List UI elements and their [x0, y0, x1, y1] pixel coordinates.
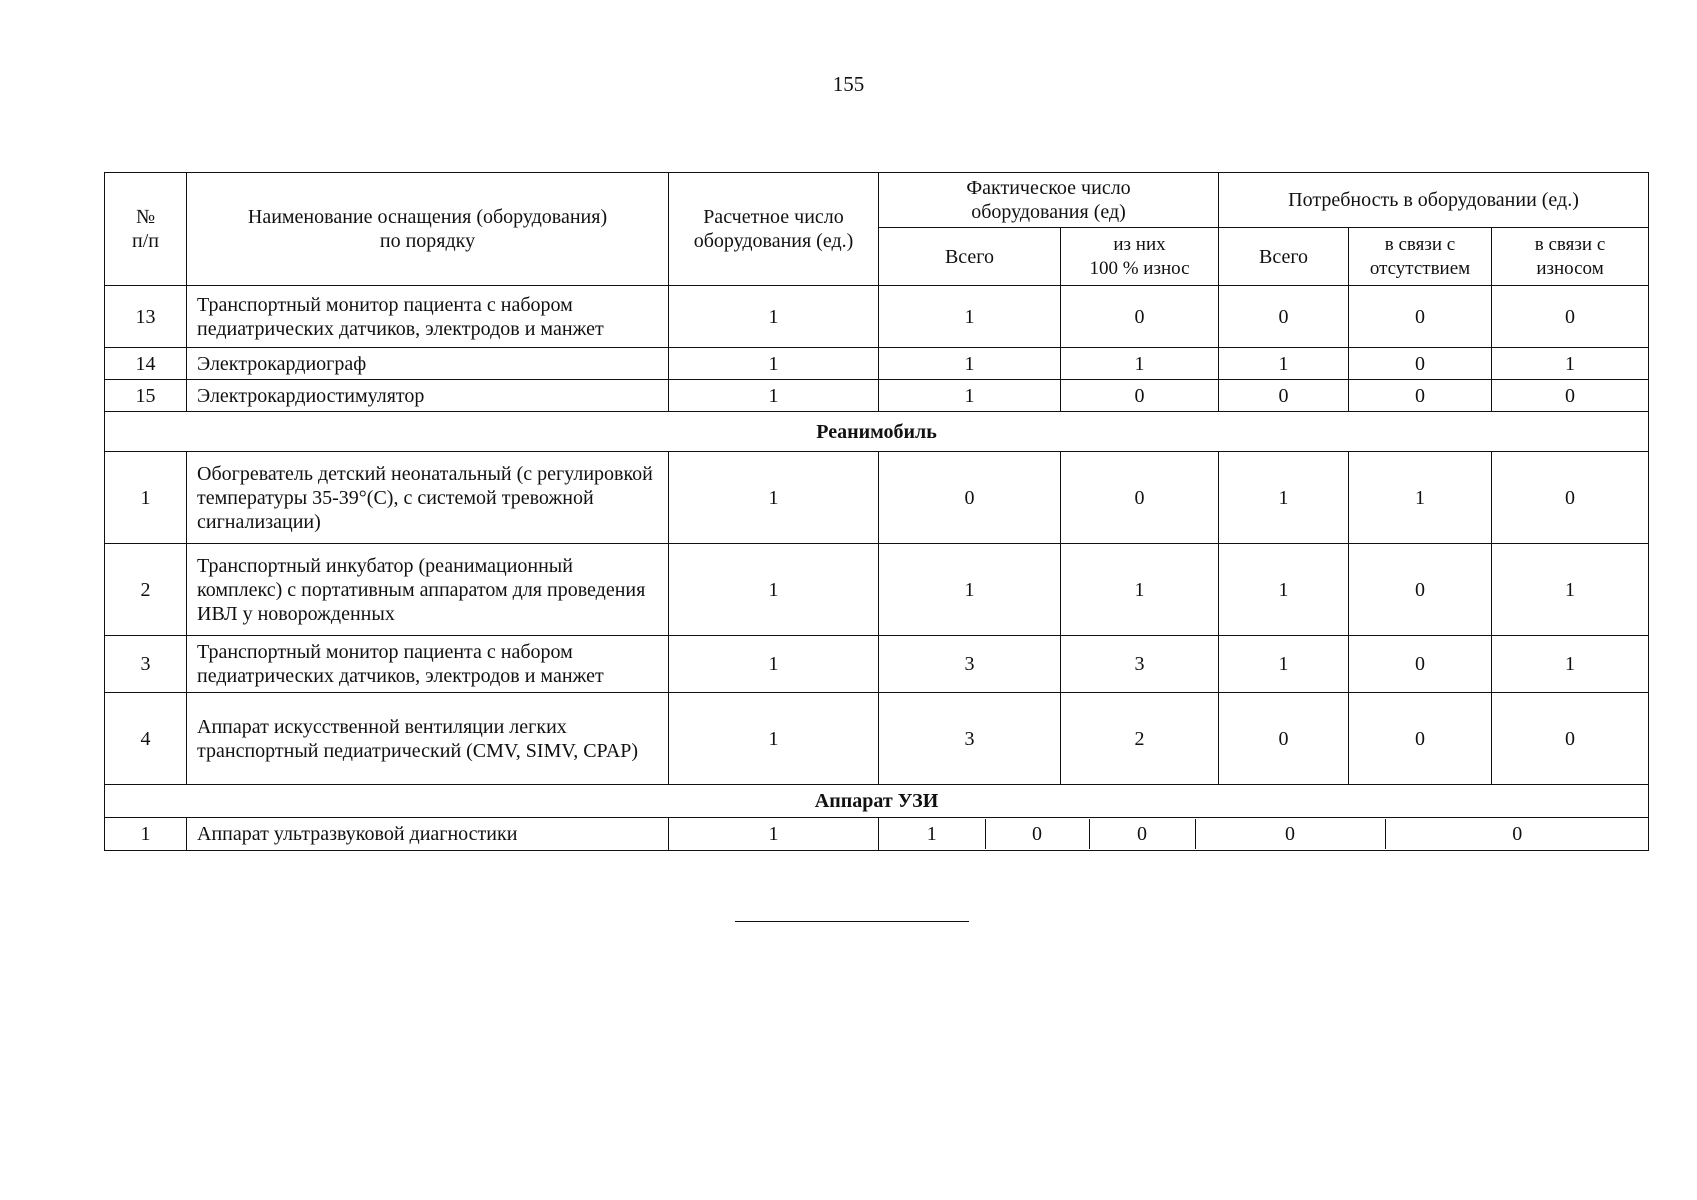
uzi-cell: 0: [1385, 819, 1649, 849]
section-title-uzi: Аппарат УЗИ: [105, 785, 1649, 818]
row-actual-total: 1: [879, 380, 1061, 412]
header-num: № п/п: [105, 173, 187, 286]
row-need-wear: 0: [1492, 286, 1649, 348]
row-calc: 1: [669, 286, 879, 348]
header-need-wear: в связи с износом: [1492, 228, 1649, 286]
header-actual-total: Всего: [879, 228, 1061, 286]
table-row: [105, 452, 1649, 544]
row-name: Транспортный инкубатор (реанимационный комплекс) с портативным аппаратом для проведения ИВЛ у новорожденных: [187, 544, 669, 636]
table-row: [105, 818, 1649, 851]
row-num: 4: [105, 693, 187, 785]
row-name: Транспортный монитор пациента с набором педиатрических датчиков, электродов и манжет: [187, 286, 669, 348]
table-row: [105, 693, 1649, 785]
row-actual-worn: 2: [1061, 693, 1219, 785]
header-calc: Расчетное число оборудования (ед.): [669, 173, 879, 286]
row-calc: 1: [669, 818, 879, 851]
row-actual-total: 0: [879, 452, 1061, 544]
section-row: [105, 412, 1649, 452]
row-need-wear: 0: [1492, 693, 1649, 785]
row-num: 15: [105, 380, 187, 412]
row-num: 1: [105, 452, 187, 544]
row-calc: 1: [669, 452, 879, 544]
row-need-absence: 0: [1349, 286, 1492, 348]
header-need-absence: в связи с отсутствием: [1349, 228, 1492, 286]
row-need-total: 0: [1219, 380, 1349, 412]
table-row: [105, 348, 1649, 380]
row-calc: 1: [669, 348, 879, 380]
row-num: 14: [105, 348, 187, 380]
equipment-table: [104, 172, 1649, 851]
row-calc: 1: [669, 380, 879, 412]
page-number: 155: [832, 72, 865, 96]
row-name: Аппарат искусственной вентиляции легких транспортный педиатрический (CMV, SIMV, CPAP): [187, 693, 669, 785]
uzi-values-group: [879, 818, 1649, 851]
footer-rule: [735, 921, 969, 922]
row-need-total: 0: [1219, 286, 1349, 348]
row-need-total: 1: [1219, 348, 1349, 380]
row-actual-worn: 0: [1061, 452, 1219, 544]
header-actual-worn: из них 100 % износ: [1061, 228, 1219, 286]
header-need-total: Всего: [1219, 228, 1349, 286]
table-row: [105, 544, 1649, 636]
uzi-cell: 0: [1195, 819, 1385, 849]
row-need-wear: 1: [1492, 636, 1649, 693]
row-actual-worn: 1: [1061, 348, 1219, 380]
row-actual-worn: 0: [1061, 380, 1219, 412]
row-need-total: 1: [1219, 636, 1349, 693]
row-actual-worn: 1: [1061, 544, 1219, 636]
row-need-total: 1: [1219, 452, 1349, 544]
row-need-wear: 1: [1492, 348, 1649, 380]
header-name: Наименование оснащения (оборудования) по порядку: [187, 173, 669, 286]
uzi-values-subtable: [879, 819, 1649, 849]
row-num: 1: [105, 818, 187, 851]
row-actual-worn: 3: [1061, 636, 1219, 693]
row-calc: 1: [669, 693, 879, 785]
header-actual-group: Фактическое число оборудования (ед): [879, 173, 1219, 228]
table-row: [105, 286, 1649, 348]
row-actual-total: 1: [879, 348, 1061, 380]
row-name: Обогреватель детский неонатальный (с регулировкой температуры 35-39°(С), с системой тревожной сигнализации): [187, 452, 669, 544]
table-row: [105, 380, 1649, 412]
row-need-wear: 1: [1492, 544, 1649, 636]
uzi-cell: 1: [926, 823, 937, 845]
row-need-absence: 0: [1349, 693, 1492, 785]
section-row: [105, 785, 1649, 818]
row-name: Транспортный монитор пациента с набором педиатрических датчиков, электродов и манжет: [187, 636, 669, 693]
row-need-absence: 0: [1349, 348, 1492, 380]
uzi-cell: 0: [985, 819, 1089, 849]
row-actual-total: 3: [879, 693, 1061, 785]
header-need-group: Потребность в оборудовании (ед.): [1219, 173, 1649, 228]
row-need-total: 1: [1219, 544, 1349, 636]
row-need-absence: 0: [1349, 544, 1492, 636]
row-need-absence: 1: [1349, 452, 1492, 544]
uzi-cell: 0: [1089, 819, 1195, 849]
row-name: Аппарат ультразвуковой диагностики: [187, 818, 669, 851]
row-calc: 1: [669, 544, 879, 636]
row-calc: 1: [669, 636, 879, 693]
table-row: [105, 636, 1649, 693]
row-need-wear: 0: [1492, 452, 1649, 544]
row-need-absence: 0: [1349, 636, 1492, 693]
row-actual-total: 3: [879, 636, 1061, 693]
row-name: Электрокардиограф: [187, 348, 669, 380]
row-need-total: 0: [1219, 693, 1349, 785]
row-num: 2: [105, 544, 187, 636]
row-actual-worn: 0: [1061, 286, 1219, 348]
row-need-wear: 0: [1492, 380, 1649, 412]
row-num: 3: [105, 636, 187, 693]
row-need-absence: 0: [1349, 380, 1492, 412]
row-num: 13: [105, 286, 187, 348]
row-actual-total: 1: [879, 286, 1061, 348]
row-name: Электрокардиостимулятор: [187, 380, 669, 412]
row-actual-total: 1: [879, 544, 1061, 636]
section-title-reanimobil: Реанимобиль: [105, 412, 1649, 452]
